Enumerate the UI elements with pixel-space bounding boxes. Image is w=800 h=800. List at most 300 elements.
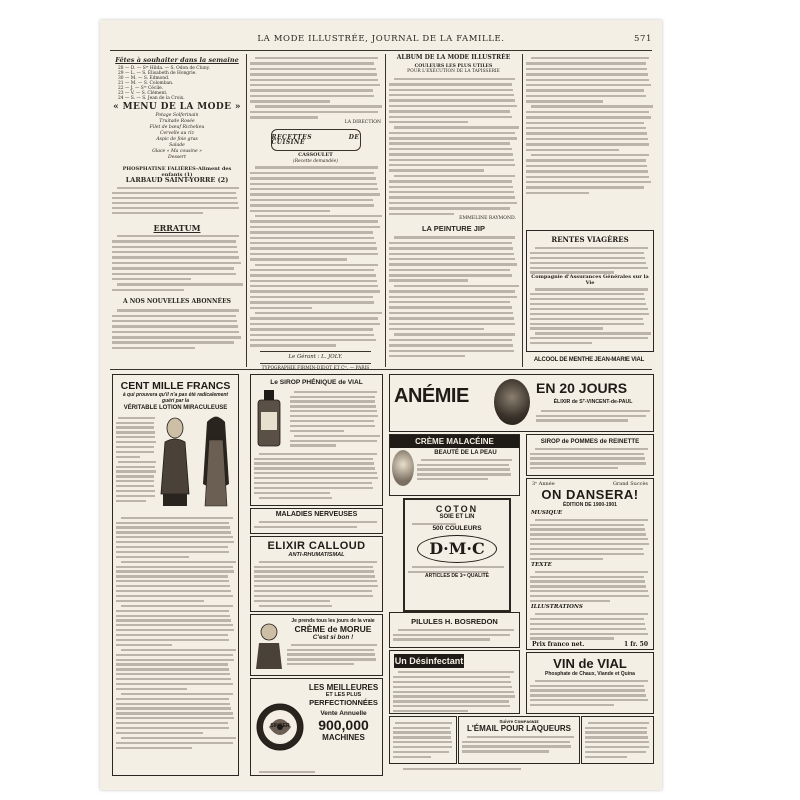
pilules-bosredon-ad[interactable] — [389, 612, 520, 648]
fete-row: 30 — M. — S. Edmond. — [118, 76, 170, 81]
text-line — [287, 663, 354, 665]
text-line — [393, 638, 490, 640]
text-line — [259, 497, 332, 499]
text-line — [530, 524, 644, 526]
text-line — [118, 461, 157, 463]
text-line — [530, 267, 648, 269]
text-line — [403, 768, 521, 770]
elixir-calloud-ad[interactable] — [250, 536, 383, 612]
text-line — [250, 172, 374, 174]
elixir-calloud-text — [251, 561, 382, 607]
sirop-vial-text-2 — [251, 453, 382, 499]
text-line — [116, 659, 234, 661]
text-line — [116, 526, 230, 528]
menu-item: Truitade Rosée — [159, 119, 195, 125]
text-line — [116, 698, 229, 700]
text-line — [393, 695, 515, 697]
text-line — [250, 84, 380, 86]
text-line — [394, 285, 519, 287]
text-line — [393, 741, 452, 743]
text-line — [116, 585, 230, 587]
text-line — [255, 264, 378, 266]
couleurs-label: 500 COULEURS — [432, 524, 482, 532]
text-line — [394, 78, 515, 80]
text-line — [530, 533, 646, 535]
text-line — [250, 301, 374, 303]
text-line — [112, 251, 238, 253]
text-line — [530, 699, 648, 701]
fete-row: 28 — D. — Sᵗᵉ Hilda. — S. Odon de Cluny. — [118, 66, 210, 71]
text-line — [112, 320, 237, 322]
album-sub2: POUR L'EXÉCUTION DE LA TAPISSERIE — [407, 69, 500, 75]
text-line — [116, 480, 154, 482]
text-line — [116, 634, 228, 636]
lady-portrait-icon — [392, 450, 414, 486]
text-line — [535, 448, 648, 450]
text-line — [116, 663, 228, 665]
recette-name: CASSOULET — [298, 152, 333, 159]
text-line — [393, 731, 451, 733]
text-line — [526, 116, 651, 118]
text-line — [530, 271, 614, 273]
sirop-vial-text — [287, 388, 382, 450]
text-line — [116, 595, 233, 597]
cent-mille-sub: à qui prouvera qu'il n'a pas été radicalement guéri par la — [122, 392, 229, 404]
text-line — [530, 467, 618, 469]
email-laqueurs-ad[interactable] — [458, 716, 580, 764]
text-line — [389, 317, 514, 319]
text-line — [526, 159, 646, 161]
text-line — [116, 495, 155, 497]
text-line — [254, 585, 378, 587]
text-line — [116, 673, 230, 675]
text-line — [394, 236, 515, 238]
text-line — [389, 290, 515, 292]
text-line — [112, 246, 237, 248]
text-line — [389, 207, 510, 209]
rentes-title: RENTES VIAGÈRES — [551, 235, 629, 244]
text-line — [255, 215, 382, 217]
text-line — [535, 247, 648, 249]
text-line — [254, 575, 375, 577]
text-line — [389, 148, 512, 150]
anemie-text — [533, 407, 655, 422]
text-line — [530, 538, 648, 540]
text-line — [421, 459, 512, 461]
text-line — [389, 274, 512, 276]
illustrations-list — [527, 613, 653, 640]
text-line — [530, 694, 646, 696]
text-line — [526, 89, 644, 91]
column-divider — [246, 54, 247, 367]
text-line — [393, 746, 452, 748]
text-line — [530, 576, 644, 578]
text-line — [116, 688, 187, 690]
text-line — [254, 492, 330, 494]
text-line — [250, 253, 378, 255]
text-line — [389, 83, 512, 85]
text-line — [585, 756, 627, 758]
text-line — [116, 678, 231, 680]
anemie-title: ANÉMIE — [394, 385, 469, 407]
elixir-st-vincent: ÉLIXIR de Sᵀ-VINCENT-de-PAUL — [553, 399, 633, 405]
pilules-text — [390, 629, 519, 641]
fete-row: 22 — J. — Sᵗᵉ Cécile. — [118, 86, 164, 91]
rentes-company: Compagnie d'Assurances Générales sur la Vie — [531, 273, 649, 286]
text-line — [389, 296, 517, 298]
creme-morue-line1: Je prends tous les jours de la vraie — [291, 618, 375, 624]
text-line — [259, 771, 315, 773]
text-line — [585, 727, 647, 729]
text-line — [389, 312, 513, 314]
text-line — [116, 485, 154, 487]
text-line — [112, 207, 239, 209]
creme-malaceine-sub: BEAUTÉ DE LA PEAU — [434, 450, 497, 456]
text-line — [254, 477, 378, 479]
text-line — [389, 169, 484, 171]
text-line — [535, 288, 648, 290]
text-line — [530, 323, 644, 325]
text-line — [290, 420, 374, 422]
text-line — [112, 256, 239, 258]
text-line — [250, 237, 374, 239]
maladies-nerveuses-ad[interactable] — [250, 508, 383, 534]
text-line — [250, 68, 376, 70]
text-line — [121, 605, 233, 607]
text-line — [121, 693, 233, 695]
text-line — [389, 164, 515, 166]
text-line — [389, 213, 454, 215]
coton-label: COTON — [435, 504, 479, 514]
text-line — [116, 703, 230, 705]
text-line — [530, 318, 643, 320]
text-line — [394, 175, 515, 177]
text-line — [290, 400, 375, 402]
text-line — [250, 280, 377, 282]
text-line — [250, 188, 378, 190]
text-line — [530, 618, 644, 620]
vente-annuelle: Vente Annuelle — [320, 710, 367, 717]
text-line — [389, 344, 513, 346]
cent-mille-francs-ad[interactable] — [112, 374, 239, 776]
text-line — [526, 165, 647, 167]
text-line — [530, 585, 646, 587]
anti-rheum: ANTI-RHUMATISMAL — [288, 552, 345, 558]
text-line — [250, 317, 378, 319]
text-line — [585, 741, 649, 743]
dmc-articles: ARTICLES DE 1ʳᵉ QUALITÉ — [425, 572, 489, 579]
text-line — [255, 105, 382, 107]
erratum-text — [112, 235, 242, 291]
text-line — [393, 634, 510, 636]
text-line — [290, 444, 336, 446]
text-line — [526, 138, 648, 140]
text-line — [467, 736, 574, 738]
text-line — [250, 199, 373, 201]
menu-item: Salade — [169, 143, 185, 149]
text-line — [389, 159, 514, 161]
text-line — [250, 344, 336, 346]
text-line — [530, 633, 648, 635]
text-line — [112, 315, 236, 317]
text-line — [112, 325, 238, 327]
newspaper-page — [100, 20, 662, 790]
text-line — [530, 689, 645, 691]
singer-ad[interactable] — [250, 678, 383, 776]
singer-logo-text: SINGER — [270, 723, 290, 729]
text-line — [116, 566, 233, 568]
text-line — [536, 415, 646, 417]
text-line — [588, 722, 649, 724]
text-line — [530, 453, 644, 455]
text-line — [116, 431, 155, 433]
text-line — [116, 446, 154, 448]
creme-morue-ad[interactable] — [250, 614, 383, 676]
dmc-logo: D·M·C — [417, 535, 497, 563]
on-dansera-ad[interactable] — [526, 478, 654, 650]
text-line — [116, 742, 233, 744]
text-line — [530, 685, 644, 687]
text-line — [250, 339, 376, 341]
text-line — [389, 263, 517, 265]
text-line — [389, 253, 514, 255]
col2-text-top — [250, 57, 381, 119]
text-line — [526, 143, 649, 145]
lotion-text-left — [113, 414, 159, 502]
text-line — [250, 226, 380, 228]
text-line — [530, 308, 648, 310]
abonnees-title: A NOS NOUVELLES ABONNÉES — [123, 298, 231, 306]
text-line — [526, 132, 647, 134]
text-line — [116, 629, 234, 631]
text-line — [254, 467, 375, 469]
text-line — [531, 105, 653, 107]
text-line — [259, 561, 377, 563]
text-line — [112, 212, 203, 214]
text-line — [250, 220, 378, 222]
text-line — [395, 722, 451, 724]
text-line — [250, 258, 347, 260]
text-line — [116, 500, 146, 502]
text-line — [112, 202, 238, 204]
creme-malaceine-ad[interactable] — [389, 434, 520, 496]
text-line — [250, 231, 373, 233]
text-line — [116, 707, 231, 709]
dmc-text — [405, 566, 509, 573]
maladies-nerveuses-title: MALADIES NERVEUSES — [275, 511, 358, 518]
text-line — [530, 313, 649, 315]
text-line — [393, 686, 512, 688]
text-line — [250, 116, 318, 118]
text-line — [254, 566, 373, 568]
text-line — [526, 176, 649, 178]
text-line — [250, 62, 374, 64]
text-line — [116, 727, 229, 729]
text-line — [417, 473, 511, 475]
text-line — [462, 750, 549, 752]
abonnees-text — [112, 309, 242, 349]
text-line — [393, 676, 510, 678]
text-line — [250, 193, 380, 195]
text-line — [535, 613, 648, 615]
long-hair-woman-illustration — [197, 414, 235, 509]
direction-signature: LA DIRECTION — [344, 119, 381, 125]
text-line — [112, 289, 184, 291]
text-line — [259, 605, 332, 607]
text-line — [393, 751, 449, 753]
text-line — [116, 610, 229, 612]
text-line — [530, 590, 648, 592]
child-illustration — [254, 621, 284, 671]
menu-title: « MENU DE LA MODE » — [113, 102, 241, 112]
text-line — [250, 323, 380, 325]
text-line — [389, 137, 517, 139]
text-line — [250, 89, 373, 91]
col4-text — [526, 57, 652, 194]
text-line — [389, 94, 514, 96]
vin-de-vial-ad[interactable] — [526, 652, 654, 714]
text-line — [526, 79, 649, 81]
text-line — [116, 683, 233, 685]
texte-heading: TEXTE — [531, 562, 552, 569]
text-line — [250, 269, 374, 271]
anemie-ad[interactable] — [389, 374, 654, 432]
text-line — [530, 327, 603, 329]
bald-man-illustration — [155, 414, 195, 509]
text-line — [116, 466, 155, 468]
text-line — [585, 751, 646, 753]
text-line — [116, 422, 154, 424]
text-line — [530, 257, 645, 259]
text-line — [530, 558, 603, 560]
text-line — [389, 355, 465, 357]
text-line — [417, 478, 488, 480]
cent-mille-lotion: VÉRITABLE LOTION MIRACULEUSE — [123, 405, 228, 411]
alcool-menthe-ad[interactable] — [526, 354, 652, 366]
text-line — [389, 350, 514, 352]
text-line — [585, 736, 648, 738]
jip-title: LA PEINTURE JIP — [421, 224, 486, 234]
gerant: Le Gérant : L. JOLY. — [288, 353, 343, 360]
text-line — [116, 522, 229, 524]
on-dansera-edition: ÉDITION DE 1900-1901 — [563, 502, 617, 508]
text-line — [530, 580, 645, 582]
album-title: ALBUM DE LA MODE ILLUSTRÉE — [396, 54, 511, 61]
suivre-label: Suivre Cᴏᴍᴘᴀɢɴɪᴇ — [499, 719, 539, 724]
text-line — [526, 95, 646, 97]
text-line — [117, 309, 239, 311]
meilleures-3: PERFECTIONNÉES — [309, 698, 378, 707]
text-line — [117, 235, 239, 237]
menu-item: Glace « Ma cousine » — [152, 149, 202, 155]
text-line — [393, 700, 509, 702]
fete-row: 24 — S. — S. Jean de la Croix. — [118, 96, 185, 101]
maladies-text — [251, 521, 382, 528]
text-line — [398, 671, 514, 673]
text-line — [389, 323, 515, 325]
text-line — [389, 132, 515, 134]
album-text — [389, 78, 518, 215]
text-line — [259, 453, 377, 455]
text-line — [398, 629, 514, 631]
text-line — [408, 571, 488, 573]
text-line — [526, 84, 651, 86]
text-line — [530, 543, 649, 545]
text-line — [287, 649, 374, 651]
text-line — [389, 196, 515, 198]
text-line — [250, 307, 312, 309]
text-line — [526, 149, 619, 151]
text-line — [393, 736, 451, 738]
text-line — [254, 482, 372, 484]
text-line — [254, 462, 374, 464]
singer-address — [251, 768, 382, 773]
sirop-phenique-ad[interactable] — [250, 374, 383, 506]
text-line — [294, 435, 380, 437]
text-line — [116, 426, 154, 428]
small-ad-right[interactable] — [581, 716, 654, 764]
text-line — [250, 328, 373, 330]
text-line — [254, 487, 373, 489]
text-line — [530, 462, 646, 464]
text-line — [526, 62, 646, 64]
text-line — [530, 293, 644, 295]
desinfectant-ad[interactable] — [389, 650, 520, 714]
creme-morue-text — [287, 644, 379, 666]
en-20-jours: EN 20 JOURS — [536, 380, 628, 396]
text-line — [116, 551, 229, 553]
dmc-coton-ad[interactable] — [403, 498, 511, 612]
text-line — [250, 290, 380, 292]
menu-item: Dessert — [168, 155, 186, 161]
small-ad-right-text — [582, 717, 653, 758]
text-line — [250, 183, 377, 185]
text-line — [250, 210, 330, 212]
recette-text — [250, 166, 381, 346]
text-line — [116, 536, 233, 538]
text-line — [530, 623, 645, 625]
text-line — [394, 126, 519, 128]
text-line — [389, 186, 513, 188]
menu-item: Filet de bœuf Richelieu — [149, 125, 205, 131]
on-dansera-title: ON DANSERA! — [541, 487, 639, 502]
text-line — [116, 546, 228, 548]
creme-morue-tagline: C'est si bon ! — [312, 634, 354, 641]
recettes-banner: RECETTES DE CUISINE — [271, 129, 361, 151]
text-line — [294, 391, 378, 393]
running-header — [110, 34, 652, 48]
pilules-title: PILULES H. BOSREDON — [411, 617, 498, 626]
text-line — [394, 333, 515, 335]
text-line — [116, 732, 203, 734]
menu-item: Aspic de foie gras — [156, 137, 198, 143]
sirop-pommes-ad[interactable] — [526, 434, 654, 476]
text-line — [250, 296, 373, 298]
fete-row: 21 — M. — S. Colomban. — [118, 81, 174, 86]
header-title: LA MODE ILLUSTRÉE, JOURNAL DE LA FAMILLE. — [257, 34, 505, 44]
fetes-title: Fêtes à souhaiter dans la semaine — [115, 56, 239, 64]
text-line — [290, 405, 376, 407]
column-1 — [112, 54, 242, 364]
text-line — [393, 756, 431, 758]
text-line — [389, 202, 517, 204]
menu-item: Cervelle au riz — [159, 131, 195, 137]
text-line — [254, 458, 373, 460]
text-line — [530, 528, 645, 530]
text-line — [250, 79, 378, 81]
small-ad-left[interactable] — [389, 716, 457, 764]
creme-malaceine-title: CRÈME MALACÉINE — [390, 435, 519, 448]
